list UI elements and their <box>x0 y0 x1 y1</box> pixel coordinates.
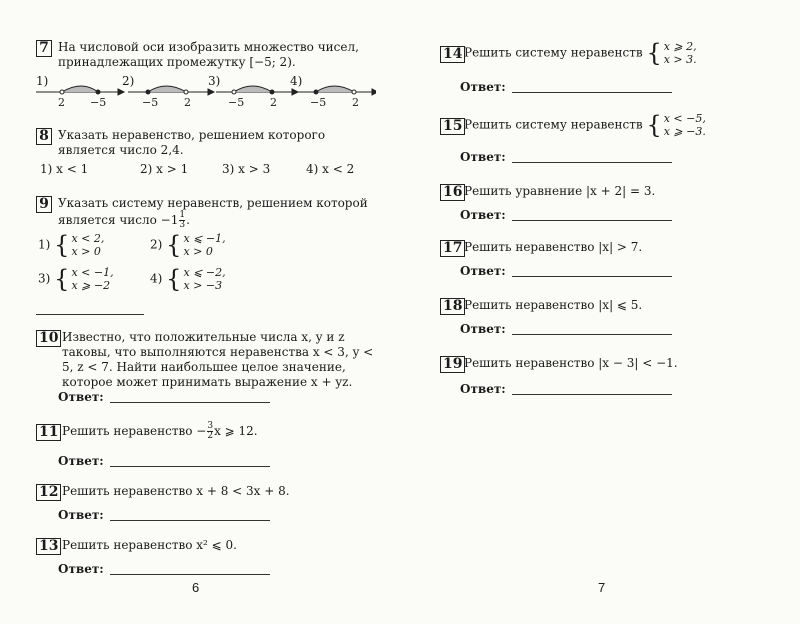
task-15-text-block: Решить систему неравенств { x < −5, x ⩾ −3. <box>464 111 706 139</box>
task-9-o2-l2: x > 0 <box>183 245 213 258</box>
task-11-text-block: Решить неравенство − $\frac{3}{2}$ x ⩾ 12. <box>62 421 258 441</box>
answer-label: Ответ: <box>58 508 104 522</box>
task-13-answer-field[interactable] <box>110 574 270 575</box>
task-11-fraction <box>207 422 213 441</box>
task-18-answer <box>460 322 672 336</box>
task-11-tail: x ⩾ 12. <box>214 424 258 438</box>
task-7-option-3-label: 3) <box>208 74 221 88</box>
task-9-o1-l2: x > 0 <box>71 245 101 258</box>
task-9-o3-l2: x ⩾ −2 <box>71 279 111 292</box>
task-7-o4-a: −5 <box>310 96 327 109</box>
task-13-text: Решить неравенство x² ⩽ 0. <box>62 538 237 552</box>
task-8-option-1: 1) x < 1 <box>40 162 89 176</box>
task-15-answer-field[interactable] <box>512 162 672 163</box>
task-11-answer-field[interactable] <box>110 466 270 467</box>
task-9-o4-l1: x ⩽ −2, <box>183 266 226 279</box>
task-9-option-1: 1) { x < 2, x > 0 <box>38 231 105 259</box>
task-7-o3-a: −5 <box>228 96 245 109</box>
task-9-option-4-label: 4) <box>150 271 163 286</box>
task-11-frac-den: 2 <box>207 431 214 441</box>
task-14-l1: x ⩾ 2, <box>663 40 697 53</box>
task-18-number: 18 <box>440 298 465 315</box>
page-number-left: 6 <box>192 580 200 595</box>
task-12-text: Решить неравенство x + 8 < 3x + 8. <box>62 484 290 498</box>
task-10-answer <box>58 390 270 404</box>
task-14-answer-field[interactable] <box>512 92 672 93</box>
task-17-answer-field[interactable] <box>512 276 672 277</box>
task-18-answer-field[interactable] <box>512 334 672 335</box>
task-16-text: Решить уравнение |x + 2| = 3. <box>464 184 656 198</box>
task-8-text: Указать неравенство, решением которого является число 2,4. <box>58 128 326 157</box>
task-14-text: Решить систему неравенств <box>464 45 643 60</box>
page-number-right: 7 <box>598 580 606 595</box>
task-9-option-2-label: 2) <box>150 237 163 252</box>
task-8-option-2: 2) x > 1 <box>140 162 189 176</box>
task-18-text: Решить неравенство |x| ⩽ 5. <box>464 298 643 312</box>
task-15-answer <box>460 150 672 164</box>
task-7-number: 7 <box>36 40 52 57</box>
task-9-option-4: 4) { x ⩽ −2, x > −3 <box>150 265 226 293</box>
task-19-text: Решить неравенство |x − 3| < −1. <box>464 356 678 370</box>
task-19-answer <box>460 382 672 396</box>
task-7-o1-b: −5 <box>90 96 107 109</box>
task-9-o1-l1: x < 2, <box>71 232 105 245</box>
task-15-l2: x ⩾ −3. <box>663 125 706 138</box>
task-10-answer-field[interactable] <box>110 402 270 403</box>
task-15-l1: x < −5, <box>663 112 706 125</box>
task-7-o2-b: 2 <box>184 96 191 109</box>
task-9-option-2: 2) { x ⩽ −1, x > 0 <box>150 231 226 259</box>
section-divider <box>36 314 144 315</box>
task-7-o4-b: 2 <box>352 96 359 109</box>
task-17-answer <box>460 264 672 278</box>
task-9-fraction <box>179 211 185 230</box>
answer-label: Ответ: <box>460 208 506 222</box>
task-16-number: 16 <box>440 184 465 201</box>
task-17-number: 17 <box>440 240 465 257</box>
task-7-option-2-label: 2) <box>122 74 135 88</box>
task-9-frac-num: 1 <box>179 210 186 220</box>
answer-label: Ответ: <box>460 264 506 278</box>
task-9-o4-l2: x > −3 <box>183 279 223 292</box>
task-9-text-block: Указать систему неравенств, решением которой является число −1 $\frac{1}{3}$ . <box>58 196 368 230</box>
task-14-l2: x > 3. <box>663 53 697 66</box>
task-13-answer <box>58 562 270 576</box>
answer-label: Ответ: <box>460 150 506 164</box>
task-11-text: Решить неравенство <box>62 424 193 438</box>
task-17-text: Решить неравенство |x| > 7. <box>464 240 643 254</box>
task-12-answer-field[interactable] <box>110 520 270 521</box>
task-11-number: 11 <box>36 424 61 441</box>
task-7-o1-a: 2 <box>58 96 65 109</box>
answer-label: Ответ: <box>460 382 506 396</box>
answer-label: Ответ: <box>58 562 104 576</box>
task-7-text: На числовой оси изобразить множество чисел, принадлежащих промежутку [−5; 2). <box>58 40 359 69</box>
task-15-number: 15 <box>440 118 465 135</box>
task-9-text: Указать систему неравенств, решением которой является число −1 <box>58 196 368 227</box>
answer-label: Ответ: <box>58 390 104 404</box>
task-16-answer <box>460 208 672 222</box>
task-9-option-3: 3) { x < −1, x ⩾ −2 <box>38 265 114 293</box>
task-10-number: 10 <box>36 330 61 347</box>
task-9-option-3-label: 3) <box>38 271 51 286</box>
answer-label: Ответ: <box>58 454 104 468</box>
task-7-option-1-label: 1) <box>36 74 49 88</box>
task-8-number: 8 <box>36 128 52 145</box>
task-7-option-4-label: 4) <box>290 74 303 88</box>
task-11-frac-num: 3 <box>207 421 214 431</box>
task-12-number: 12 <box>36 484 61 501</box>
task-9-option-1-label: 1) <box>38 237 51 252</box>
task-9-frac-den: 3 <box>179 220 186 230</box>
task-7-o3-b: 2 <box>270 96 277 109</box>
task-8-option-4: 4) x < 2 <box>306 162 355 176</box>
task-12-answer <box>58 508 270 522</box>
answer-label: Ответ: <box>460 322 506 336</box>
task-9-o2-l1: x ⩽ −1, <box>183 232 226 245</box>
task-11-answer <box>58 454 270 468</box>
task-7-o2-a: −5 <box>142 96 159 109</box>
task-14-text-block: Решить систему неравенств { x ⩾ 2, x > 3. <box>464 39 697 67</box>
task-8-option-3: 3) x > 3 <box>222 162 271 176</box>
answer-label: Ответ: <box>460 80 506 94</box>
task-9-o3-l1: x < −1, <box>71 266 114 279</box>
task-9-number: 9 <box>36 196 52 213</box>
task-19-answer-field[interactable] <box>512 394 672 395</box>
task-10-text: Известно, что положительные числа x, y и z таковы, что выполняются неравенства x < 3, y < 5, z < 7. Найти наибольшее целое значение, которое может принимать выражение x + yz. <box>62 330 374 389</box>
task-14-number: 14 <box>440 46 465 63</box>
task-16-answer-field[interactable] <box>512 220 672 221</box>
task-14-answer <box>460 80 672 94</box>
task-15-text: Решить систему неравенств <box>464 117 643 132</box>
task-13-number: 13 <box>36 538 61 555</box>
task-19-number: 19 <box>440 356 465 373</box>
